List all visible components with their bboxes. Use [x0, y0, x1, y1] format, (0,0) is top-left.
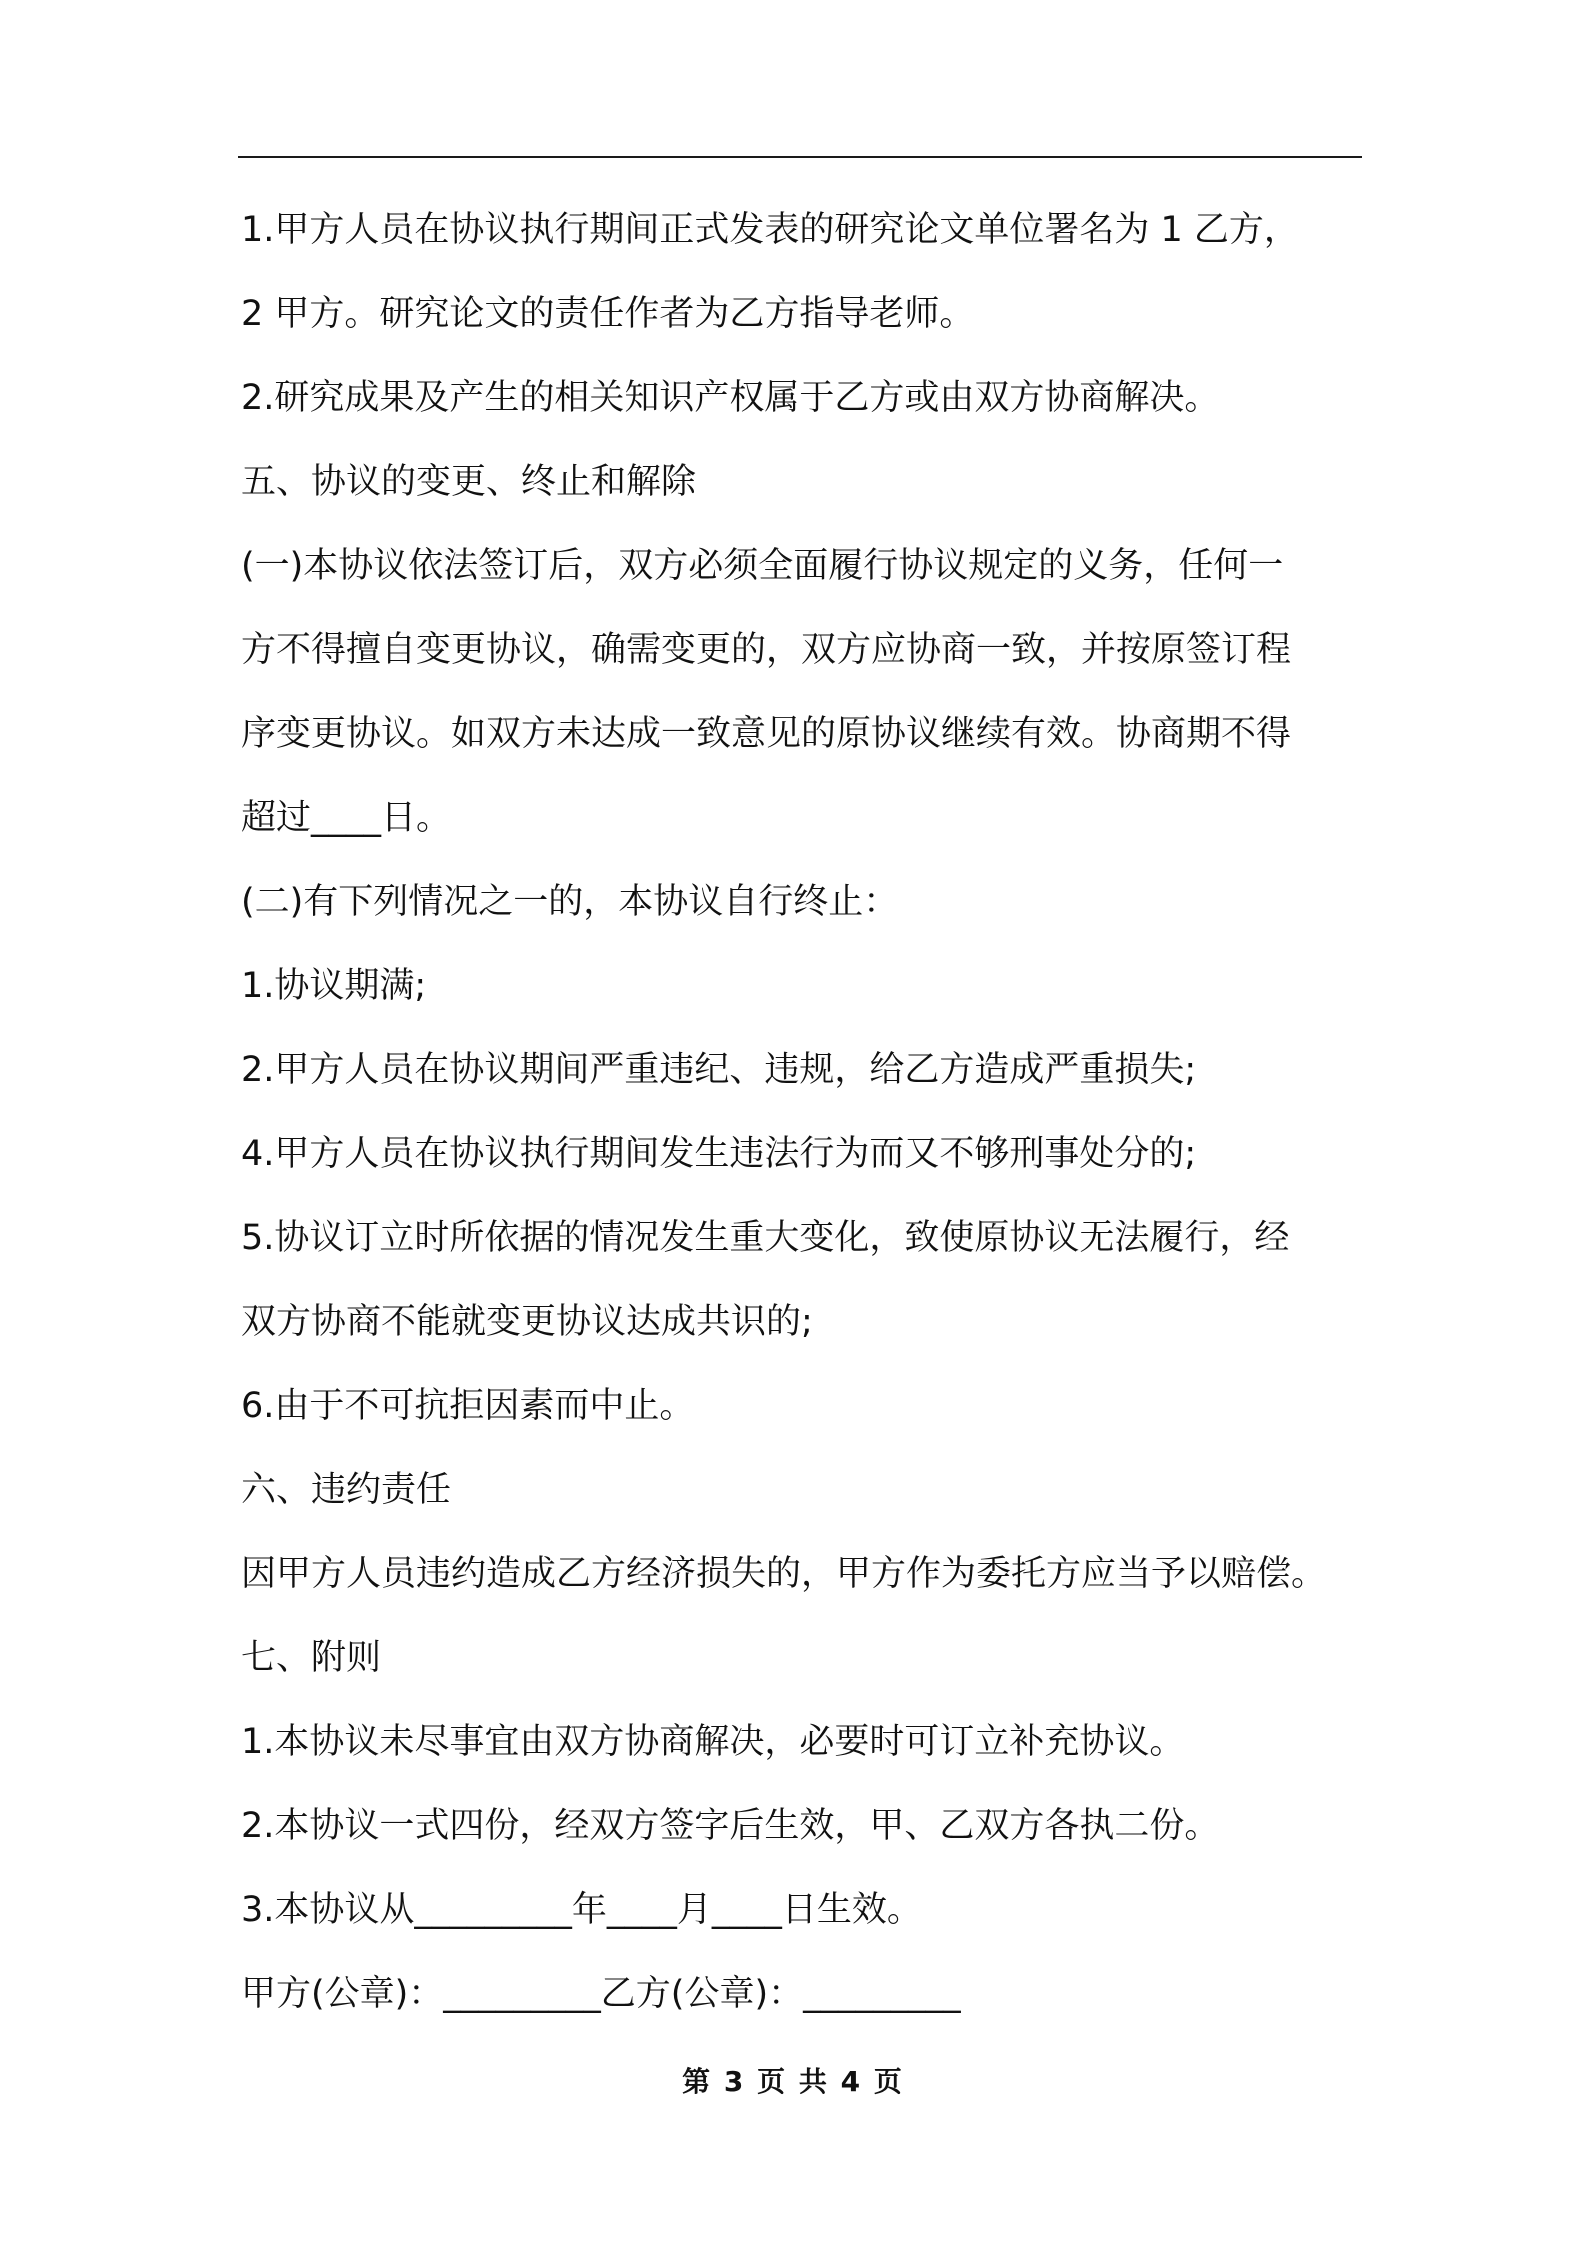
section-heading: 五、协议的变更、终止和解除 — [241, 462, 697, 502]
clause-line: 因甲方人员违约造成乙方经济损失的，甲方作为委托方应当予以赔偿。 — [241, 1554, 1327, 1594]
clause-line: 序变更协议。如双方未达成一致意见的原协议继续有效。协商期不得 — [241, 714, 1292, 754]
clause-line: 2.研究成果及产生的相关知识产权属于乙方或由双方协商解决。 — [241, 378, 1220, 418]
clause-line: 双方协商不能就变更协议达成共识的; — [241, 1302, 813, 1342]
clause-line: 6.由于不可抗拒因素而中止。 — [241, 1386, 695, 1426]
section-heading: 六、违约责任 — [241, 1470, 452, 1510]
clause-line: 1.协议期满; — [241, 966, 427, 1006]
signature-line: 甲方(公章)：_________乙方(公章)：_________ — [241, 1974, 961, 2014]
page-footer: 第 3 页 共 4 页 — [682, 2065, 904, 2098]
clause-line: 方不得擅自变更协议，确需变更的，双方应协商一致，并按原签订程 — [241, 630, 1292, 670]
clause-line: 2.本协议一式四份，经双方签字后生效，甲、乙双方各执二份。 — [241, 1806, 1220, 1846]
clause-line: 超过____日。 — [241, 798, 452, 838]
clause-line: 5.协议订立时所依据的情况发生重大变化，致使原协议无法履行，经 — [241, 1218, 1290, 1258]
section-heading: 七、附则 — [241, 1638, 382, 1678]
clause-line: (一)本协议依法签订后，双方必须全面履行协议规定的义务，任何一 — [241, 546, 1284, 586]
clause-line: 1.甲方人员在协议执行期间正式发表的研究论文单位署名为 1 乙方， — [241, 210, 1299, 250]
header-rule — [238, 156, 1362, 158]
clause-line: (二)有下列情况之一的，本协议自行终止： — [241, 882, 899, 922]
clause-line: 1.本协议未尽事宜由双方协商解决，必要时可订立补充协议。 — [241, 1722, 1185, 1762]
clause-line: 4.甲方人员在协议执行期间发生违法行为而又不够刑事处分的; — [241, 1134, 1197, 1174]
clause-line: 2 甲方。研究论文的责任作者为乙方指导老师。 — [241, 294, 975, 334]
clause-line: 2.甲方人员在协议期间严重违纪、违规，给乙方造成严重损失; — [241, 1050, 1197, 1090]
clause-line: 3.本协议从_________年____月____日生效。 — [241, 1890, 922, 1930]
